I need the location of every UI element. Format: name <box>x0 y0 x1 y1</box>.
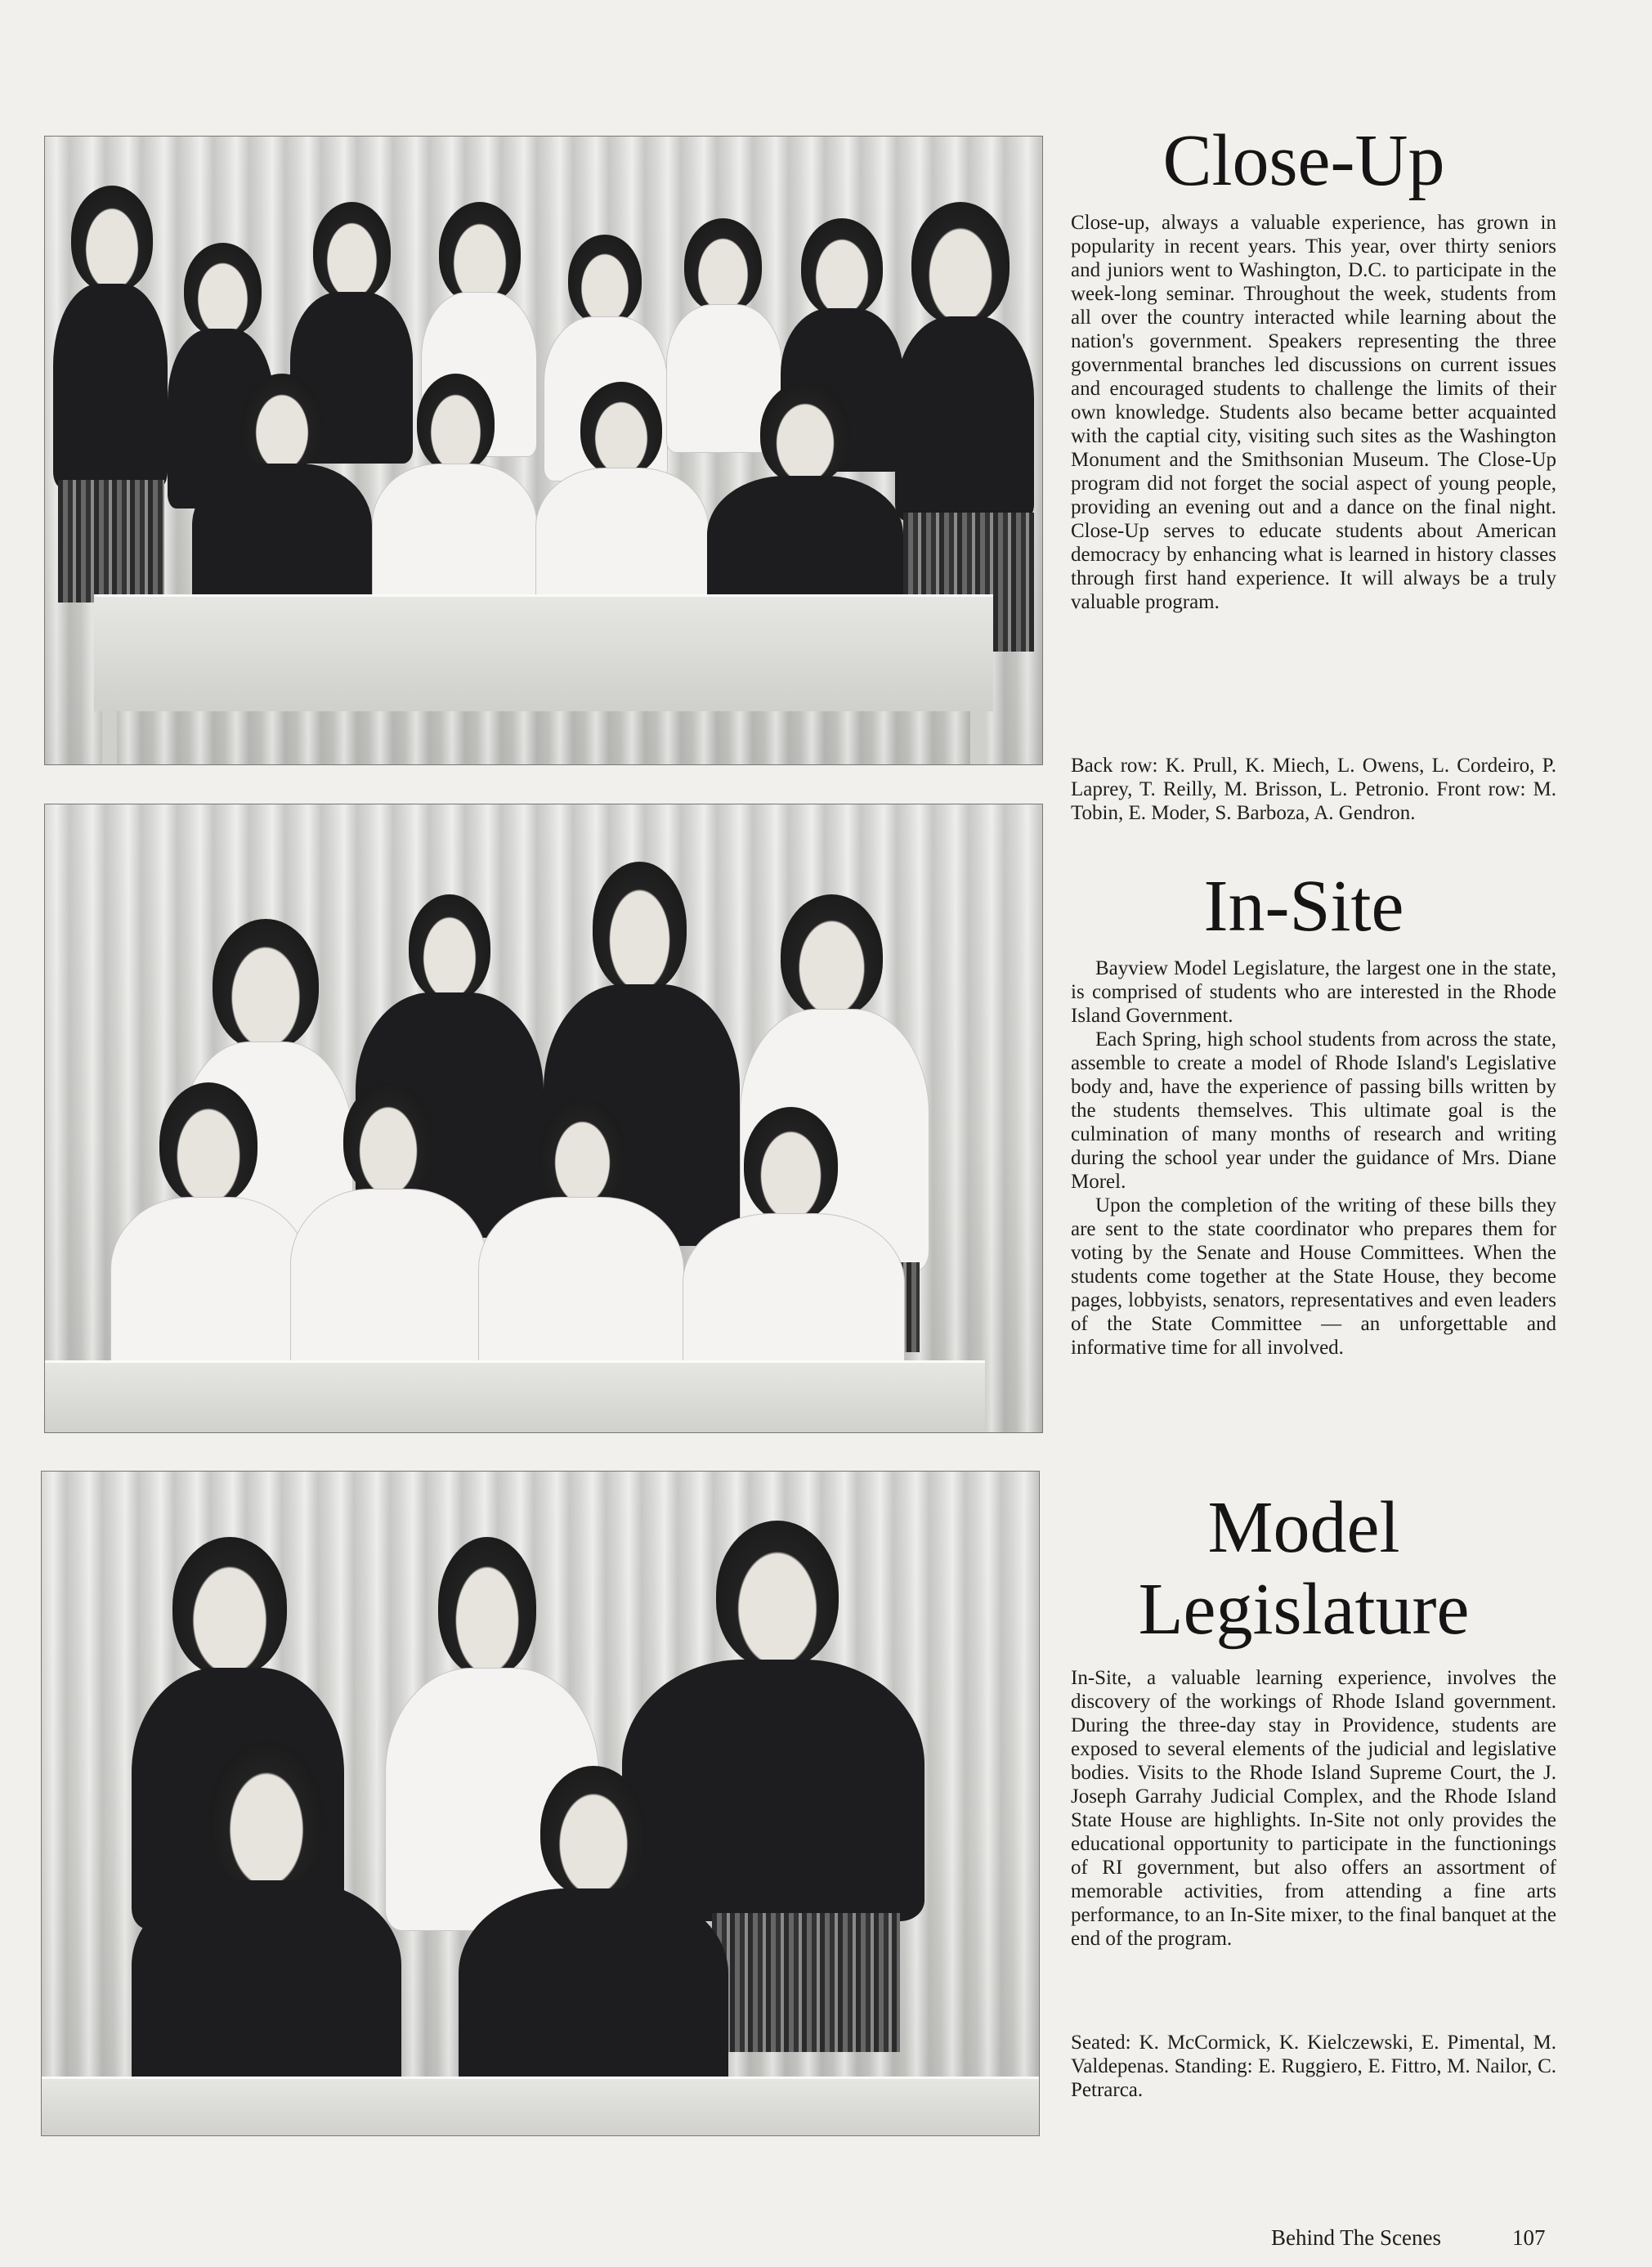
section-title-legislature: Legislature <box>1138 1569 1470 1650</box>
student-figure <box>459 1766 728 2126</box>
in-site-paragraph: Upon the completion of the writing of these bills they are sent to the state coordinator who prepares them for voting by the Senate and House Committees. When the students come together at the State House, they become pages, lobbyists, senators, representatives and even leaders of the State Committee — an unforgettable and informative time for all involved. <box>1071 1194 1556 1359</box>
close-up-group-photo <box>44 136 1043 765</box>
section-title-in-site: In-Site <box>1203 866 1404 947</box>
footer-section-name: Behind The Scenes <box>1271 2225 1441 2250</box>
model-legislature-caption: Seated: K. McCormick, K. Kielczewski, E. Pimental, M. Valdepenas. Standing: E. Ruggiero, E. Fittro, M. Nailor, C. Petrarca. <box>1071 2032 1556 2101</box>
table-leg <box>970 707 985 764</box>
page-number: 107 <box>1512 2225 1546 2250</box>
table-leg <box>102 707 117 764</box>
model-legislature-body: In-Site, a valuable learning experience, involves the discovery of the workings of Rhode Island government. During the three-day stay in Providence, students are exposed to several elements of the judicial and legislative bodies. Visits to the Rhode Island Supreme Court, the J. Joseph Garrahy Judicial Complex, and the Rhode Island State House are highlights. In-Site not only provides the educational opportunity to participate in the functionings of RI government, but also offers an assortment of memorable activities, from attending a fine arts performance, to an In-Site mixer, to the final banquet at the end of the program. <box>1071 1667 1556 1950</box>
table <box>45 1360 985 1433</box>
legislature-group-photo <box>41 1471 1040 2136</box>
close-up-caption: Back row: K. Prull, K. Miech, L. Owens, L. Cordeiro, P. Laprey, T. Reilly, M. Brisson, L. Petronio. Front row: M. Tobin, E. Moder, S. Barboza, A. Gendron. <box>1071 755 1556 824</box>
section-title-close-up: Close-Up <box>1162 120 1445 201</box>
table <box>42 2077 1039 2136</box>
in-site-body <box>1071 957 1556 1360</box>
student-figure <box>132 1741 401 2117</box>
in-site-paragraph: Each Spring, high school students from across the state, assemble to create a model of Rhode Island's Legislative body and, have the experience of passing bills written by the students themselves. This ultimate goal is the culmination of many months of research and writing during the school year under the guidance of Mrs. Diane Morel. <box>1071 1028 1556 1193</box>
close-up-body: Close-up, always a valuable experience, has grown in popularity in recent years. This year, over thirty seniors and juniors went to Washington, D.C. to participate in the week-long seminar. Throughout the week, students from all over the country interacted while learning about the nation's government. Speakers representing the three governmental branches led discussions on current issues and encouraged students to challenge the limits of their own knowledge. Students also became better acquainted with the captial city, visiting such sites as the Washington Monument and the Smithsonian Museum. The Close-Up program did not forget the social aspect of young people, providing an evening out and a dance on the final night. Close-Up serves to educate students about American democracy by enhancing what is learned in history classes through first hand experience. It will always be a truly valuable program. <box>1071 212 1556 613</box>
in-site-group-photo <box>44 804 1043 1433</box>
in-site-paragraph: Bayview Model Legislature, the largest one in the state, is comprised of students who are interested in the Rhode Island Government. <box>1071 957 1556 1027</box>
section-title-model: Model <box>1207 1487 1400 1568</box>
table <box>94 594 993 711</box>
